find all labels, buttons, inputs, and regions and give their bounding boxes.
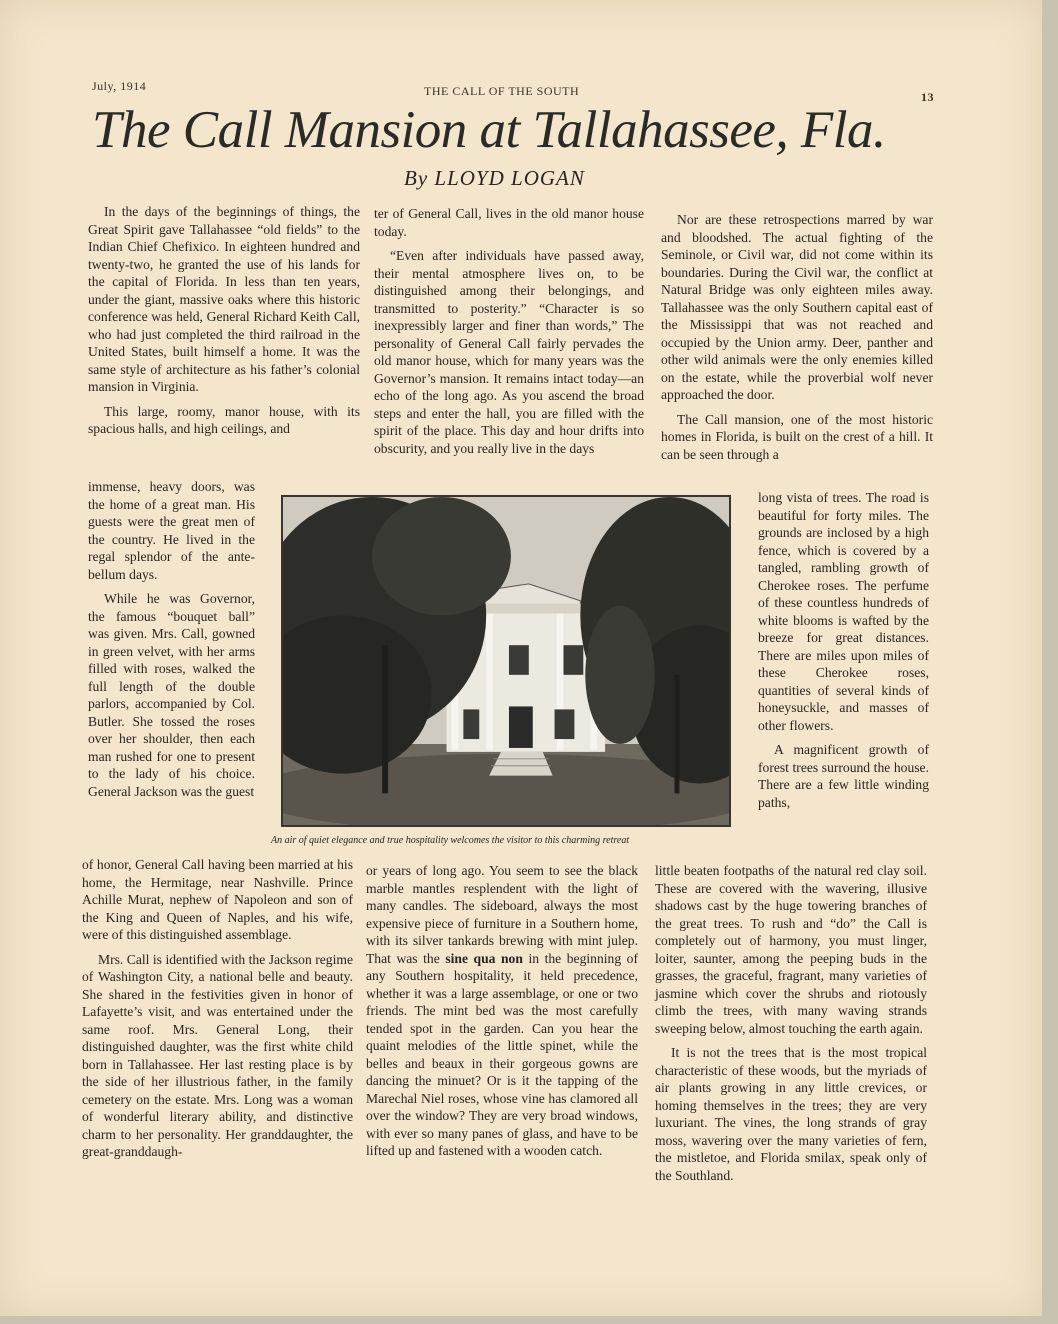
paragraph: Nor are these retrospections marred by war and bloodshed. The actual fighting of the Seminole, or Civil war, did not come within its boundaries. During the Civil war, the conflict at Natural Bridge was only eighteen miles away. Tallahassee was the only Southern capital east of the Mississippi that was not reached and occupied by the Union army. Deer, panther and other wild animals were the only enemies killed on the estate, while the proverbial wolf never approached the door. [661, 212, 933, 402]
paragraph: In the days of the beginnings of things, the Great Spirit gave Tallahassee “old fields” to the Indian Chief Chefixico. In eighteen hundred and twenty-two, he granted the use of his lands for the capital of Florida. In less than ten years, under the giant, massive oaks where this historic conference was held, General Richard Keith Call, who had just completed the third railroad in the United States, built himself a home. It was the same style of architecture as his father’s colonial mansion in Virginia. [88, 204, 360, 394]
paragraph: long vista of trees. The road is beautiful for forty miles. The grounds are inclosed by a high fence, which is covered by a tangled, rambling growth of Cherokee roses. The perfume of these countless hundreds of white blooms is wafted by the breeze for great distances. There are miles upon miles of these Cherokee roses, quantities of several kinds of honeysuckle, and masses of other flowers. [758, 490, 929, 733]
column-2-bottom [366, 862, 638, 1160]
column-1-bottom [82, 856, 353, 1161]
column-1-top [88, 203, 360, 438]
journal-name: THE CALL OF THE SOUTH [424, 84, 580, 98]
mansion-photo [281, 495, 731, 827]
page-number: 13 [921, 90, 934, 104]
column-2-top [374, 205, 644, 457]
paragraph: This large, roomy, manor house, with its spacious halls, and high ceilings, and [88, 403, 360, 436]
column-3-top [661, 211, 933, 463]
paragraph: It is not the trees that is the most tropical characteristic of these woods, but the myriads of air plants growing in any little crevices, or homing themselves in the trees; they are very luxuriant. The vines, the long strands of gray moss, wavering over the many varieties of fern, the mistletoe, and Florida smilax, speak only of the Southland. [655, 1045, 927, 1183]
issue-date: July, 1914 [92, 79, 147, 93]
column-3-side [758, 489, 929, 811]
paragraph: Mrs. Call is identified with the Jackson regime of Washington City, a national belle and beauty. She shared in the festivities given in honor of Lafayette’s visit, and was entertained under the same roof. Mrs. General Long, their distinguished daughter, was the first white child born in Tallahassee. Her last resting place is by the side of her illustrious father, in the family cemetery on the estate. Mrs. Long was a woman of wonderful literary ability, and distinctive charm to her personality. Her granddaughter, the great-granddaugh- [82, 951, 353, 1159]
column-3-bottom [655, 862, 927, 1184]
photo-caption: An air of quiet elegance and true hospitality welcomes the visitor to this charming retreat [271, 835, 630, 846]
mansion-photo-image [283, 497, 729, 825]
paragraph: or years of long ago. You seem to see the black marble mantles resplendent with the light of many candles. The sideboard, always the most expensive piece of furniture in a Southern home, with its silver tankards brewing with mint julep. That was the sine qua non in the beginning of any Southern hospitality, it held precedence, whether it was a large assemblage, or one or two friends. The mint bed was the most carefully tended spot in the garden. Can you hear the quaint melodies of the little spinet, while the belles and beaux in their gorgeous gowns are dancing the minuet? Or is it the tapping of the Marechal Niel roses, whose vine has clamored all over the window? They are very broad windows, with ever so many panes of glass, and have to be lifted up and fastened with a wooden catch. [366, 863, 639, 1158]
paragraph: of honor, General Call having been married at his home, the Hermitage, near Nashville. Prince Achille Murat, nephew of Napoleon and son of the King and Queen of Naples, and his wife, were of this distinguished assemblage. [82, 857, 353, 942]
column-1-side [88, 478, 255, 800]
paragraph: While he was Governor, the famous “bouquet ball” was given. Mrs. Call, gowned in green velvet, with her arms filled with roses, walked the full length of the double parlors, accompanied by Col. Butler. She tossed the roses over her shoulder, then each man rushed for one to present to the lady of his choice. General Jackson was the guest [88, 591, 255, 799]
paragraph: “Even after individuals have passed away, their mental atmosphere lives on, to be distinguished among their belongings, and transmitted to posterity.” “Character is so inexpressibly larger and finer than words,” The personality of General Call fairly pervades the old manor house, which for many years was the Governor’s mansion. It remains intact today—an echo of the long ago. As you ascend the broad steps and enter the hall, you are filled with the spirit of the place. This day and hour drifts into obscurity, and you really live in the days [374, 248, 644, 456]
paragraph: The Call mansion, one of the most historic homes in Florida, is built on the crest of a hill. It can be seen through a [661, 411, 933, 462]
latin-phrase: sine qua non [445, 950, 523, 966]
paragraph: immense, heavy doors, was the home of a great man. His guests were the great men of the country. He lived in the regal splendor of the ante-bellum days. [88, 479, 255, 582]
paragraph: little beaten footpaths of the natural red clay soil. These are covered with the wavering, illusive shadows cast by the huge towering branches of the great trees. To rush and “do” the Call is completely out of harmony, you must linger, loiter, saunter, among the peeping buds in the grasses, the graceful, fragrant, many varieties of jasmine which cover the shrubs and riotously climb the trees, with many waving strands sweeping below, almost touching the earth again. [655, 863, 927, 1036]
paragraph: ter of General Call, lives in the old manor house today. [374, 206, 644, 239]
article-title: The Call Mansion at Tallahassee, Fla. [92, 101, 886, 159]
article-byline: By LLOYD LOGAN [404, 166, 585, 190]
paragraph: A magnificent growth of forest trees surround the house. There are a few little winding paths, [758, 742, 929, 810]
